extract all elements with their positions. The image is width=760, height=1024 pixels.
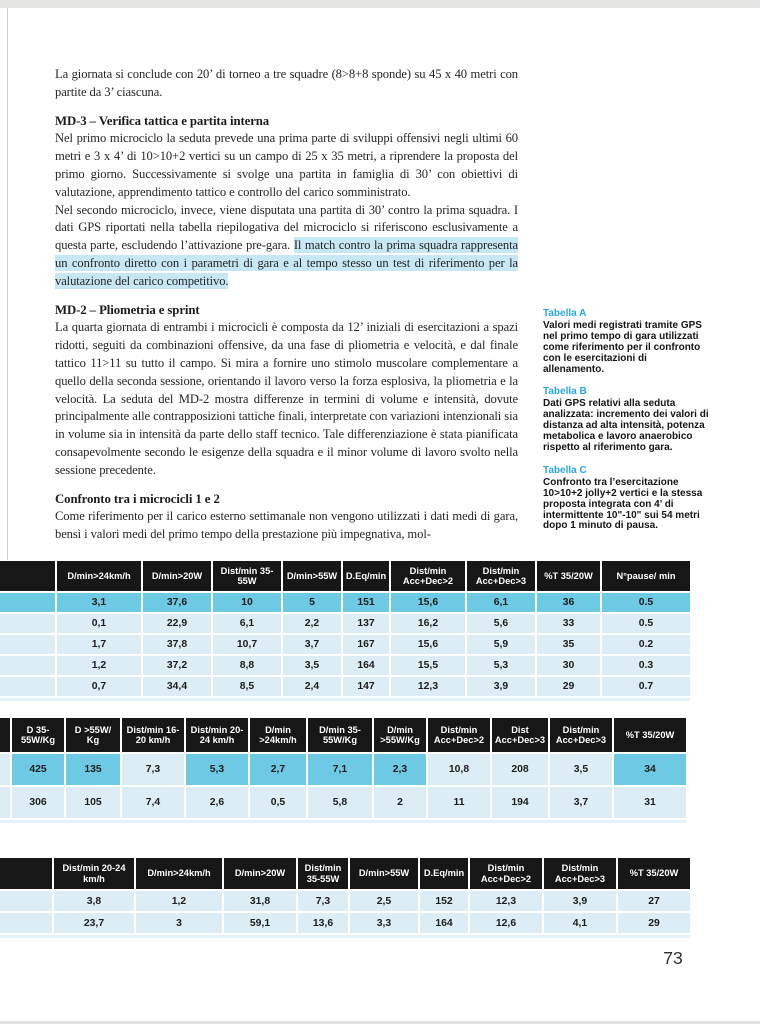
table-cell (0, 614, 55, 633)
md3-paragraph-1: Nel primo microciclo la seduta prevede una prima parte di sviluppi offensivi negli ultimi 60 metri e 3 x 4’ di 10>10+2 vertici su un campo di 25 x 35 metri, a riprendere la proposta del primo giorno. Successivamente si svolge una partita in famiglia di 30’ con obiettivi di valutazione, apprendimento tattico e controllo del carico somministrato. (55, 131, 518, 199)
table-cell: 8,8 (213, 656, 281, 675)
table-cell: 7,3 (298, 891, 348, 911)
md3-paragraph-2-plain: Nel secondo microciclo, invece, viene disputata una partita di 30’ contro la prima squadra. I dati GPS riportati nella tabella riepilogativa del microciclo si riferiscono esclusivamente a questa parte, escludendo l’attivazione pre-gara. (55, 202, 518, 253)
table-cell: 1,2 (136, 891, 222, 911)
column-header: D/min>55W (283, 561, 341, 591)
column-header: Dist/min 16-20 km/h (122, 718, 184, 752)
column-header: Dist/min Acc+Dec>2 (391, 561, 465, 591)
table-cell: 27 (618, 891, 690, 911)
table-cell: 29 (618, 913, 690, 933)
table-cell: 3,9 (467, 677, 535, 696)
table-cell: 3,9 (544, 891, 616, 911)
note-tabella-b (543, 387, 709, 453)
column-header: Dist/min Acc+Dec>3 (467, 561, 535, 591)
table-cell: 3,7 (283, 635, 341, 654)
column-header: D >55W/ Kg (66, 718, 120, 752)
column-header: Dist Acc+Dec>3 (492, 718, 548, 752)
table-cell: 5,8 (308, 787, 372, 818)
table-cell: 12,6 (470, 913, 542, 933)
table-cell: 15,5 (391, 656, 465, 675)
table-cell: 2,7 (250, 754, 306, 785)
table-cell: 208 (492, 754, 548, 785)
note-text: Confronto tra l’esercitazione 10>10+2 jolly+2 vertici e la stessa proposta integrata con 4’ di intermittente 10"-10" sui 54 metri dopo 1 minuto di pausa. (543, 476, 703, 532)
table-cell: 59,1 (224, 913, 296, 933)
table-cell: 3 (136, 913, 222, 933)
table-cell: 13,6 (298, 913, 348, 933)
column-header: Dist/min 35-55W (213, 561, 281, 591)
table-cell: 33 (537, 614, 600, 633)
table-cell: 0.2 (602, 635, 690, 654)
table-cell: 6,1 (467, 593, 535, 612)
table-cell (0, 787, 10, 818)
table-cell: 31,8 (224, 891, 296, 911)
table-cell: 5,9 (467, 635, 535, 654)
column-header: D 35-55W/Kg (12, 718, 64, 752)
column-header: D.Eq/min (343, 561, 389, 591)
table-cell: 22,9 (143, 614, 211, 633)
table-cell: 29 (537, 677, 600, 696)
table-cell: 194 (492, 787, 548, 818)
note-tabella-c (543, 466, 709, 532)
table-cell: 11 (428, 787, 490, 818)
table-cell: 5 (283, 593, 341, 612)
table-cell: 1,2 (57, 656, 141, 675)
note-title: Tabella C (543, 464, 587, 476)
md3-paragraph-2 (55, 202, 518, 291)
column-header: Dist/min 35-55W (298, 858, 348, 889)
table-cell: 0.3 (602, 656, 690, 675)
table-cell: 35 (537, 635, 600, 654)
table-cell: 7,3 (122, 754, 184, 785)
table-cell: 147 (343, 677, 389, 696)
table-cell: 12,3 (470, 891, 542, 911)
confronto-paragraph: Come riferimento per il carico esterno settimanale non vengono utilizzati i dati medi di gara, bensì i valori medi del primo tempo della prestazione più impegnativa, mol- (55, 509, 518, 542)
column-header: D/min >24km/h (250, 718, 306, 752)
table-cell: 0.5 (602, 593, 690, 612)
table-cell: 0,1 (57, 614, 141, 633)
table-cell: 34,4 (143, 677, 211, 696)
table-cell: 34 (614, 754, 686, 785)
md2-paragraph: La quarta giornata di entrambi i microcicli è composta da 12’ iniziali di esercitazioni a spazi ridotti, seguiti da combinazioni offensive, da una fase di pliometria e velocità, e dal finale tattico 11>11 su tutto il campo. Si mira a fornire uno stimolo muscolare complementare a quello della seconda sessione, orientando il lavoro verso la forza esplosiva, la pliometria e la velocità. La seduta del MD-2 mostra differenze in termini di volume e intensità, dovute principalmente alle contrapposizioni tattiche finali, interpretate con variazioni intenzionali sia in volume sia in intensità da parte dello staff tecnico. Tale differenziazione è stata pianificata consapevolmente secondo le esigenze della squadra e il minor volume di lavoro svolto nella sessione precedente. (55, 320, 518, 477)
table-cell: 37,6 (143, 593, 211, 612)
table-b-bottom-edge (0, 820, 686, 823)
table-c-gps-comparison (0, 858, 690, 933)
table-cell: 2,3 (374, 754, 426, 785)
table-cell: 105 (66, 787, 120, 818)
table-a-bottom-edge (0, 698, 690, 701)
table-cell: 5,3 (186, 754, 248, 785)
table-cell (0, 635, 55, 654)
table-cell: 37,2 (143, 656, 211, 675)
column-header (0, 858, 52, 889)
table-cell: 135 (66, 754, 120, 785)
column-header: D/min 35-55W/Kg (308, 718, 372, 752)
table-cell: 5,3 (467, 656, 535, 675)
table-cell: 4,1 (544, 913, 616, 933)
page-edge-top (0, 0, 760, 8)
highlighted-sentence: Il match contro la prima squadra rappresenta un confronto diretto con i parametri di gara e al tempo stesso un test di riferimento per la valutazione del carico competitivo. (55, 238, 518, 288)
table-cell (0, 656, 55, 675)
column-header: Dist/min Acc+Dec>3 (544, 858, 616, 889)
table-cell: 3,8 (54, 891, 134, 911)
column-header: Dist/min Acc+Dec>2 (428, 718, 490, 752)
table-cell: 151 (343, 593, 389, 612)
note-text: Valori medi registrati tramite GPS nel primo tempo di gara utilizzati come riferimento per il confronto con le esercitazioni di allenamento. (543, 319, 702, 375)
table-cell: 12,3 (391, 677, 465, 696)
table-cell: 37,8 (143, 635, 211, 654)
margin-notes (543, 309, 709, 544)
table-cell (0, 677, 55, 696)
heading-confronto: Confronto tra i microcicli 1 e 2 (55, 491, 220, 506)
intro-paragraph: La giornata si conclude con 20’ di torneo a tre squadre (8>8+8 sponde) su 45 x 40 metri con partite da 3’ ciascuna. (55, 67, 518, 99)
table-cell: 2,2 (283, 614, 341, 633)
table-cell: 10,8 (428, 754, 490, 785)
table-cell: 164 (420, 913, 468, 933)
table-cell (0, 593, 55, 612)
page-number: 73 (663, 948, 683, 968)
table-cell: 3,1 (57, 593, 141, 612)
table-cell: 7,1 (308, 754, 372, 785)
table-cell: 2,4 (283, 677, 341, 696)
column-header: D/min>55W (350, 858, 418, 889)
column-header: Dist/min Acc+Dec>2 (470, 858, 542, 889)
table-cell: 16,2 (391, 614, 465, 633)
column-header: Dist/min 20-24 km/h (186, 718, 248, 752)
table-cell: 36 (537, 593, 600, 612)
note-tabella-a (543, 309, 709, 375)
table-cell: 7,4 (122, 787, 184, 818)
column-header: %T 35/20W (618, 858, 690, 889)
table-cell: 6,1 (213, 614, 281, 633)
column-header: D/min >55W/Kg (374, 718, 426, 752)
table-cell: 2,5 (350, 891, 418, 911)
column-header: Dist/min Acc+Dec>3 (550, 718, 612, 752)
table-cell: 0,5 (250, 787, 306, 818)
table-cell: 164 (343, 656, 389, 675)
table-cell: 23,7 (54, 913, 134, 933)
table-cell: 0.7 (602, 677, 690, 696)
table-cell: 3,7 (550, 787, 612, 818)
table-cell: 137 (343, 614, 389, 633)
table-cell (0, 913, 52, 933)
page-edge-left (7, 8, 8, 560)
column-header (0, 561, 55, 591)
table-c-bottom-edge (0, 935, 690, 938)
column-header: %T 35/20W (614, 718, 686, 752)
table-cell: 10,7 (213, 635, 281, 654)
column-header: D.Eq/min (420, 858, 468, 889)
note-text: Dati GPS relativi alla seduta analizzata: incremento dei valori di distanza ad alta intensità, potenza metabolica e lavoro anaerobico rispetto al riferimento gara. (543, 398, 709, 453)
column-header: %T 35/20W (537, 561, 600, 591)
column-header: D/min>20W (143, 561, 211, 591)
table-cell: 167 (343, 635, 389, 654)
table-cell: 0.5 (602, 614, 690, 633)
heading-md2: MD-2 – Pliometria e sprint (55, 302, 200, 317)
table-cell (0, 754, 10, 785)
table-cell: 0,7 (57, 677, 141, 696)
table-cell: 1,7 (57, 635, 141, 654)
table-cell: 152 (420, 891, 468, 911)
column-header: D/min>24km/h (136, 858, 222, 889)
column-header: D/min>20W (224, 858, 296, 889)
table-cell: 30 (537, 656, 600, 675)
table-cell: 10 (213, 593, 281, 612)
table-cell: 306 (12, 787, 64, 818)
table-cell: 31 (614, 787, 686, 818)
table-cell: 3,5 (550, 754, 612, 785)
table-cell: 15,6 (391, 635, 465, 654)
table-cell: 2 (374, 787, 426, 818)
article-body (55, 66, 518, 544)
table-cell: 425 (12, 754, 64, 785)
table-cell: 5,6 (467, 614, 535, 633)
table-cell (0, 891, 52, 911)
table-cell: 3,3 (350, 913, 418, 933)
table-cell: 15,6 (391, 593, 465, 612)
column-header (0, 718, 10, 752)
heading-md3: MD-3 – Verifica tattica e partita interna (55, 113, 270, 128)
column-header: D/min>24km/h (57, 561, 141, 591)
table-cell: 8,5 (213, 677, 281, 696)
table-cell: 2,6 (186, 787, 248, 818)
table-b-gps-session (0, 718, 686, 818)
note-title: Tabella A (543, 308, 587, 319)
note-title: Tabella B (543, 386, 587, 398)
column-header: N°pause/ min (602, 561, 690, 591)
table-a-gps-reference (0, 561, 690, 696)
table-cell: 3,5 (283, 656, 341, 675)
column-header: Dist/min 20-24 km/h (54, 858, 134, 889)
